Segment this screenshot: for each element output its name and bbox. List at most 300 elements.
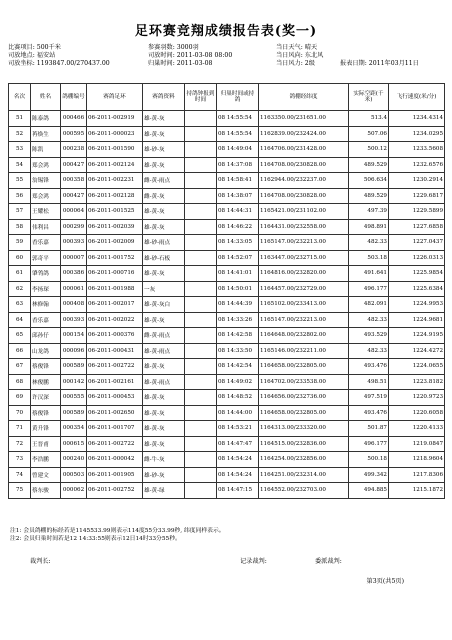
table-cell: 08 14:33:26	[217, 312, 259, 328]
table-cell	[185, 405, 217, 421]
table-cell: 08 14:41:01	[217, 266, 259, 282]
table-row	[9, 111, 445, 127]
table-cell: 08 14:47:15	[217, 483, 259, 499]
table-cell: 000240	[61, 452, 87, 468]
table-row	[9, 483, 445, 499]
table-cell: 496.177	[349, 436, 389, 452]
table-cell: 08 14:54:24	[217, 452, 259, 468]
table-cell: 08 14:55:54	[217, 111, 259, 127]
table-cell: 雄-黄-灰	[143, 126, 185, 142]
table-cell: 雄-黄-灰	[143, 111, 185, 127]
table-cell: 雄-黄-灰	[143, 390, 185, 406]
table-cell: 501.87	[349, 421, 389, 437]
table-row	[9, 188, 445, 204]
table-cell: 507.06	[349, 126, 389, 142]
table-cell: 66	[9, 343, 31, 359]
table-cell	[185, 188, 217, 204]
recorder-label: 记录裁判:	[240, 558, 267, 565]
table-cell: 1224.9195	[389, 328, 445, 344]
table-cell	[185, 142, 217, 158]
table-cell: 1232.6576	[389, 157, 445, 173]
table-cell: 06-2011-001905	[87, 467, 143, 483]
table-cell: 雌-牛-灰	[143, 452, 185, 468]
table-cell: 雄-黄-灰	[143, 421, 185, 437]
table-cell: 000408	[61, 297, 87, 313]
table-row	[9, 374, 445, 390]
table-cell	[185, 111, 217, 127]
table-row	[9, 219, 445, 235]
table-cell: 雄-黄-雨点	[143, 374, 185, 390]
table-cell: 1227.6858	[389, 219, 445, 235]
note-2: 注2: 会员归巢时间若是12 14:33:55则表示12日14时33分55秒。	[10, 535, 181, 542]
table-cell: 75	[9, 483, 31, 499]
table-cell: 1229.5899	[389, 204, 445, 220]
table-row	[9, 343, 445, 359]
table-cell: 57	[9, 204, 31, 220]
table-cell: 1234.0295	[389, 126, 445, 142]
table-cell: 493.529	[349, 328, 389, 344]
table-cell: 1164706.00/231428.00	[259, 142, 349, 158]
table-cell: 雌-黄-灰	[143, 188, 185, 204]
table-cell: 500.18	[349, 452, 389, 468]
table-cell: 51	[9, 111, 31, 127]
table-cell: 雄-黄-灰	[143, 204, 185, 220]
table-cell	[185, 374, 217, 390]
table-cell: 513.4	[349, 111, 389, 127]
table-row	[9, 235, 445, 251]
table-cell: 500.12	[349, 142, 389, 158]
table-cell: 郑会鸿	[31, 157, 61, 173]
table-cell: 1164313.00/233320.00	[259, 421, 349, 437]
table-cell: 伟利昌	[31, 219, 61, 235]
table-cell: 1234.4314	[389, 111, 445, 127]
table-cell: 肇鸰鸽	[31, 266, 61, 282]
table-cell: 郑会鸿	[31, 188, 61, 204]
table-cell: 482.33	[349, 312, 389, 328]
table-cell: 08 14:38:07	[217, 188, 259, 204]
table-cell: 69	[9, 390, 31, 406]
table-cell: 08 14:53:21	[217, 421, 259, 437]
table-cell: 曾建文	[31, 467, 61, 483]
table-cell: 08 14:49:02	[217, 374, 259, 390]
table-cell	[185, 390, 217, 406]
table-cell: 72	[9, 436, 31, 452]
table-cell: 491.641	[349, 266, 389, 282]
table-cell: 06-2011-002017	[87, 297, 143, 313]
meta-return-date: 归巢时间: 2011-03-08	[148, 60, 213, 67]
meta-wind-direction: 当日风向: 东北风	[276, 52, 324, 59]
table-cell: 000393	[61, 312, 87, 328]
table-cell: 雄-黄-绿	[143, 483, 185, 499]
table-cell: 1164457.00/232729.00	[259, 281, 349, 297]
table-cell: 000595	[61, 126, 87, 142]
table-cell: 000061	[61, 281, 87, 297]
table-header-row	[9, 84, 445, 111]
table-cell: 70	[9, 405, 31, 421]
table-cell: 08 14:33:05	[217, 235, 259, 251]
table-cell: 林俊鹏	[31, 374, 61, 390]
col-clock-time: 持鸽钟报到时间	[185, 84, 217, 111]
table-cell: 74	[9, 467, 31, 483]
table-row	[9, 281, 445, 297]
table-cell: 08 14:44:39	[217, 297, 259, 313]
table-cell: 000555	[61, 390, 87, 406]
table-row	[9, 405, 445, 421]
col-arrival-time: 归巢时间或持鸽	[217, 84, 259, 111]
table-cell: 000096	[61, 343, 87, 359]
table-cell	[185, 204, 217, 220]
table-cell: 06-2011-001988	[87, 281, 143, 297]
table-cell: 06-2011-002124	[87, 157, 143, 173]
table-row	[9, 436, 445, 452]
table-cell: 1164702.00/233538.00	[259, 374, 349, 390]
table-cell: 雄-砂-灰	[143, 467, 185, 483]
table-cell: 1164515.00/232836.00	[259, 436, 349, 452]
note-1: 注1: 会员鸽棚的标经若是1145533.99则表示114度55分33.99秒, 纬度同样表示。	[10, 528, 225, 534]
table-cell: 08 14:50:01	[217, 281, 259, 297]
table-cell: 翁锡锋	[31, 173, 61, 189]
table-row	[9, 390, 445, 406]
table-cell: 1164708.00/230828.00	[259, 188, 349, 204]
table-cell: 497.39	[349, 204, 389, 220]
table-cell: 06-2011-002752	[87, 483, 143, 499]
table-cell: 63	[9, 297, 31, 313]
table-cell: 482.091	[349, 297, 389, 313]
table-cell: 000007	[61, 250, 87, 266]
table-cell: 李扬琛	[31, 281, 61, 297]
table-cell: 蔡俊锋	[31, 359, 61, 375]
table-cell: 55	[9, 173, 31, 189]
table-cell: 64	[9, 312, 31, 328]
table-cell: 06-2011-000453	[87, 390, 143, 406]
table-cell	[185, 467, 217, 483]
table-cell: 000466	[61, 111, 87, 127]
table-cell: 482.33	[349, 343, 389, 359]
col-coords: 鸽棚经纬度	[259, 84, 349, 111]
table-cell: 雌-黄-雨点	[143, 173, 185, 189]
table-row	[9, 250, 445, 266]
table-cell: 000354	[61, 421, 87, 437]
table-cell: 雄-黄-雨点	[143, 343, 185, 359]
table-cell: 503.18	[349, 250, 389, 266]
table-cell: 1224.9681	[389, 312, 445, 328]
table-cell: 1165147.00/232213.00	[259, 235, 349, 251]
table-cell: 08 14:54:24	[217, 467, 259, 483]
table-cell: 08 14:58:41	[217, 173, 259, 189]
table-cell: 06-2011-001590	[87, 142, 143, 158]
table-cell: 1165146.00/232211.00	[259, 343, 349, 359]
table-cell: 雌-黄-雨点	[143, 328, 185, 344]
table-row	[9, 421, 445, 437]
table-cell	[185, 328, 217, 344]
table-cell: 1165102.00/233413.00	[259, 297, 349, 313]
table-cell	[185, 452, 217, 468]
table-cell: 61	[9, 266, 31, 282]
table-cell: 1233.5608	[389, 142, 445, 158]
table-row	[9, 173, 445, 189]
table-cell: 香乐嘉	[31, 235, 61, 251]
table-cell	[185, 421, 217, 437]
table-cell: 雄-黄-灰	[143, 405, 185, 421]
table-cell: 08 14:44:31	[217, 204, 259, 220]
table-cell: 1164656.00/232736.00	[259, 390, 349, 406]
table-cell: 68	[9, 374, 31, 390]
table-cell: 雄-黄-灰	[143, 436, 185, 452]
table-cell: 08 14:44:00	[217, 405, 259, 421]
table-cell	[185, 359, 217, 375]
table-cell: 1230.2914	[389, 173, 445, 189]
table-cell: 苒焕生	[31, 126, 61, 142]
table-cell: 496.177	[349, 281, 389, 297]
table-cell: 许汉深	[31, 390, 61, 406]
table-cell: 08 14:33:50	[217, 343, 259, 359]
table-cell: 1215.1872	[389, 483, 445, 499]
table-cell: 雄-黄-灰	[143, 359, 185, 375]
table-cell: 1220.9723	[389, 390, 445, 406]
table-cell: 蔡东骏	[31, 483, 61, 499]
table-cell: 67	[9, 359, 31, 375]
table-cell: 08 14:49:04	[217, 142, 259, 158]
table-cell: 1227.0437	[389, 235, 445, 251]
table-cell: 000615	[61, 436, 87, 452]
table-cell: 雄-砂-雨点	[143, 235, 185, 251]
table-cell: 1226.0313	[389, 250, 445, 266]
table-cell: 06-2011-002919	[87, 111, 143, 127]
table-cell: 000299	[61, 219, 87, 235]
meta-entries: 参赛羽数: 3000羽	[148, 44, 199, 51]
table-cell: 000589	[61, 405, 87, 421]
table-cell: 1219.0847	[389, 436, 445, 452]
table-cell: 06-2011-000431	[87, 343, 143, 359]
table-cell: 蔡俊锋	[31, 405, 61, 421]
table-cell: 雄-砂-石板	[143, 250, 185, 266]
table-cell: 499.342	[349, 467, 389, 483]
col-ring: 赛鸽足环	[87, 84, 143, 111]
table-cell: 06-2011-002650	[87, 405, 143, 421]
table-row	[9, 204, 445, 220]
page-indicator: 第3页(共5页)	[366, 578, 404, 585]
table-cell: 1218.9604	[389, 452, 445, 468]
table-cell: 493.476	[349, 359, 389, 375]
table-cell: 1225.9854	[389, 266, 445, 282]
table-row	[9, 157, 445, 173]
table-cell: 59	[9, 235, 31, 251]
table-cell: 06-2011-002722	[87, 436, 143, 452]
table-cell: 65	[9, 328, 31, 344]
meta-block	[8, 44, 448, 76]
table-cell: 黄升锋	[31, 421, 61, 437]
table-row	[9, 126, 445, 142]
table-cell: 498.51	[349, 374, 389, 390]
table-cell: 000393	[61, 235, 87, 251]
table-cell: 陈凯	[31, 142, 61, 158]
table-cell: 06-2011-000716	[87, 266, 143, 282]
meta-report-date: 报表日期: 2011年03月11日	[340, 60, 419, 67]
table-cell: 000142	[61, 374, 87, 390]
table-cell: 71	[9, 421, 31, 437]
table-cell	[185, 250, 217, 266]
notes	[10, 528, 225, 544]
table-cell: 1225.6384	[389, 281, 445, 297]
table-cell: 06-2011-002039	[87, 219, 143, 235]
table-cell: 06-2011-002231	[87, 173, 143, 189]
table-cell: 雄-黄-灰	[143, 312, 185, 328]
table-cell: 李浩鹏	[31, 452, 61, 468]
table-cell: 06-2011-002022	[87, 312, 143, 328]
table-cell: 000238	[61, 142, 87, 158]
table-cell: 000589	[61, 359, 87, 375]
table-cell: 雄-黄-灰	[143, 266, 185, 282]
table-cell: 52	[9, 126, 31, 142]
table-cell	[185, 219, 217, 235]
table-cell: 邱孙仔	[31, 328, 61, 344]
table-cell: 58	[9, 219, 31, 235]
table-cell	[185, 436, 217, 452]
table-cell: 06-2011-002128	[87, 188, 143, 204]
table-cell: 06-2011-001525	[87, 204, 143, 220]
table-row	[9, 328, 445, 344]
table-cell: 60	[9, 250, 31, 266]
table-cell: 06-2011-001752	[87, 250, 143, 266]
col-distance: 实际空距(千米)	[349, 84, 389, 111]
col-bird-info: 赛鸽资料	[143, 84, 185, 111]
table-cell	[185, 343, 217, 359]
table-cell: 1220.6058	[389, 405, 445, 421]
table-cell: 53	[9, 142, 31, 158]
table-cell: 000062	[61, 483, 87, 499]
table-cell: 000503	[61, 467, 87, 483]
meta-wind-force: 当日风力: 2级	[276, 60, 315, 67]
col-loft-id: 鸽棚编号	[61, 84, 87, 111]
table-cell: 482.33	[349, 235, 389, 251]
table-row	[9, 467, 445, 483]
table-cell: 雄-砂-灰	[143, 142, 185, 158]
table-cell: 1162839.00/232424.00	[259, 126, 349, 142]
table-cell: 1164254.00/232856.00	[259, 452, 349, 468]
table-cell: 1164431.00/232558.00	[259, 219, 349, 235]
table-cell: 1163350.00/231651.00	[259, 111, 349, 127]
table-cell: 497.519	[349, 390, 389, 406]
meta-event: 比赛项目: 500千米	[8, 44, 61, 51]
committee-label: 委派裁判:	[315, 558, 342, 565]
table-cell	[185, 297, 217, 313]
table-cell: 1162944.00/232237.00	[259, 173, 349, 189]
meta-coordinates: 司放坐标: 1193847.00/270437.00	[8, 60, 110, 67]
table-cell: 1163447.00/232715.00	[259, 250, 349, 266]
table-cell: 08 14:37:08	[217, 157, 259, 173]
table-cell: 雄-黄-灰白	[143, 297, 185, 313]
table-cell: 000427	[61, 157, 87, 173]
meta-weather: 当日天气: 晴天	[276, 44, 318, 51]
table-row	[9, 359, 445, 375]
table-cell: 1164816.00/232820.00	[259, 266, 349, 282]
table-cell	[185, 312, 217, 328]
table-cell: 雄-黄-灰	[143, 219, 185, 235]
table-cell	[185, 266, 217, 282]
meta-release-time: 司放时间: 2011-03-08 08:00	[148, 52, 233, 59]
table-cell: 08 14:42:58	[217, 328, 259, 344]
table-row	[9, 312, 445, 328]
table-cell: 498.891	[349, 219, 389, 235]
table-row	[9, 142, 445, 158]
table-cell: 陈泰鸽	[31, 111, 61, 127]
table-cell	[185, 483, 217, 499]
table-cell: 1164552.00/232703.00	[259, 483, 349, 499]
table-cell: 1164658.00/232805.00	[259, 359, 349, 375]
table-cell	[185, 173, 217, 189]
meta-release-site: 司放地点: 福安站	[8, 52, 56, 59]
table-cell: 06-2011-000042	[87, 452, 143, 468]
table-cell: 1217.8306	[389, 467, 445, 483]
table-cell: 1165147.00/232213.00	[259, 312, 349, 328]
table-cell: 000386	[61, 266, 87, 282]
table-cell: 06-2011-002722	[87, 359, 143, 375]
table-cell: 山龙鸽	[31, 343, 61, 359]
table-cell	[185, 235, 217, 251]
table-cell: 000064	[61, 204, 87, 220]
table-cell: 06-2011-001707	[87, 421, 143, 437]
table-cell	[185, 126, 217, 142]
table-cell: 一灰	[143, 281, 185, 297]
table-cell: 林修翰	[31, 297, 61, 313]
results-table	[8, 83, 445, 499]
table-cell: 1224.0655	[389, 359, 445, 375]
col-speed: 飞行速度(米/分)	[389, 84, 445, 111]
table-cell: 1223.8182	[389, 374, 445, 390]
table-cell: 雄-黄-灰	[143, 157, 185, 173]
table-cell: 06-2011-002161	[87, 374, 143, 390]
table-cell: 香乐嘉	[31, 312, 61, 328]
table-cell: 08 14:48:52	[217, 390, 259, 406]
col-name: 姓名	[31, 84, 61, 111]
table-cell	[185, 157, 217, 173]
table-cell: 494.885	[349, 483, 389, 499]
table-cell: 06-2011-000023	[87, 126, 143, 142]
table-cell: 郭奇平	[31, 250, 61, 266]
table-cell: 000358	[61, 173, 87, 189]
table-cell: 1164251.00/232314.00	[259, 467, 349, 483]
table-cell	[185, 281, 217, 297]
table-cell: 506.634	[349, 173, 389, 189]
table-cell: 62	[9, 281, 31, 297]
table-cell: 1224.4272	[389, 343, 445, 359]
table-cell: 56	[9, 188, 31, 204]
table-cell: 54	[9, 157, 31, 173]
table-cell: 06-2011-002009	[87, 235, 143, 251]
table-cell: 73	[9, 452, 31, 468]
table-row	[9, 297, 445, 313]
table-cell: 1164708.00/230828.00	[259, 157, 349, 173]
table-cell: 1220.4133	[389, 421, 445, 437]
table-cell: 06-2011-000376	[87, 328, 143, 344]
table-cell: 08 14:52:07	[217, 250, 259, 266]
table-cell: 1164648.00/232802.00	[259, 328, 349, 344]
table-cell: 08 14:42:54	[217, 359, 259, 375]
table-cell: 08 14:46:22	[217, 219, 259, 235]
table-cell: 1224.9953	[389, 297, 445, 313]
table-cell: 王耀松	[31, 204, 61, 220]
judge-label: 裁判长:	[30, 558, 51, 565]
table-cell: 1229.6817	[389, 188, 445, 204]
table-cell: 489.529	[349, 157, 389, 173]
report-title: 足环赛竞翔成绩报告表(奖一)	[134, 24, 318, 39]
table-cell: 493.476	[349, 405, 389, 421]
table-cell: 1164658.00/232805.00	[259, 405, 349, 421]
table-cell: 1165421.00/231102.00	[259, 204, 349, 220]
table-row	[9, 452, 445, 468]
col-rank: 名次	[9, 84, 31, 111]
table-cell: 000427	[61, 188, 87, 204]
